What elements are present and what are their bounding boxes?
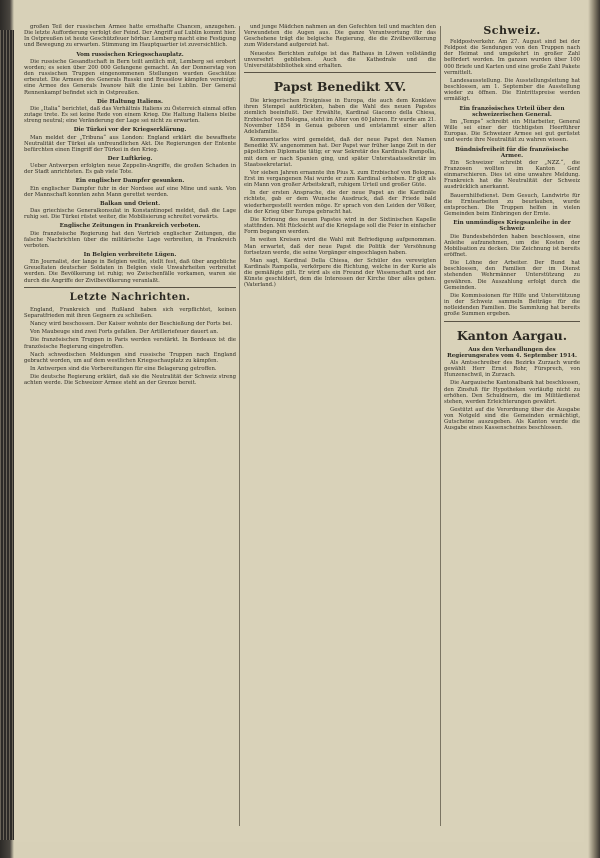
paragraph: und junge Mädchen nahmen an den Gefechten teil und machten den Verwundeten die Augen aus. Die ganze Verantwortung für das Geschehene trägt die belgische Regierung, die die Zivilbevölkerung zum Widerstand aufgereizt hat.: [244, 24, 436, 49]
paragraph: Nach schwedischen Meldungen sind russische Truppen nach England gebracht worden, um auf dem westlichen Kriegsschauplatz zu kämpfen.: [24, 351, 236, 364]
column-middle: [244, 24, 436, 836]
section-rule: [24, 287, 236, 288]
paragraph: Bauernhilfsdienst. Dem Gesuch, Landwirte für die Erntearbeiten zu beurlauben, wurde entsprochen. Die Truppen helfen in vielen Gemeinden beim Einbringen der Ernte.: [444, 192, 580, 218]
paragraph: Ein englischer Dampfer fuhr in der Nordsee auf eine Mine und sank. Von der Mannschaft konnten zehn Mann gerettet werden.: [24, 185, 236, 198]
paragraph: Die Krönung des neuen Papstes wird in der Sixtinischen Kapelle stattfinden. Mit Rücksicht auf die Kriegslage soll die Feier in einfacher Form begangen werden.: [244, 216, 436, 236]
book-page-edges: [0, 30, 14, 840]
column-left: [24, 24, 236, 836]
subheading: Balkan und Orient.: [99, 200, 161, 207]
paragraph: Man sagt, Kardinal Della Chiesa, der Schüler des verewigten Kardinals Rampolla, verkörpere die Richtung, welche in der Kurie als die gemäßigte gilt. Er wird als ein Freund der Wissenschaft und der Künste geschildert, dem die Interessen der Kirche über alles gehen. (Vaterland.): [244, 257, 436, 289]
section-heading: Letzte Nachrichten.: [69, 291, 191, 303]
paragraph: Neuestes Berichten zufolge ist das Rathaus in Löwen vollständig unversehrt geblieben. Auch die Kathedrale und die Universitätsbibliothek sind erhalten.: [244, 50, 436, 69]
paragraph: Die Aargauische Kantonalbank hat beschlossen, den Zinsfuß für Hypotheken vorläufig nicht zu erhöhen. Den Schuldnern, die im Militärdienst stehen, werden Erleichterungen gewährt.: [444, 380, 580, 405]
paragraph: Vor sieben Jahren ernannte ihn Pius X. zum Erzbischof von Bologna. Erst im vergangenen Mai wurde er zum Kardinal erhoben. Er gilt als ein Mann von großer Arbeitskraft, ruhigem Urteil und großer Güte.: [244, 169, 436, 189]
paragraph: Nancy wird beschossen. Der Kaiser wohnte der Beschießung der Forts bei.: [30, 321, 233, 328]
paragraph: Die kriegerischen Ereignisse in Europa, die auch dem Konklave ihren Stempel aufdrückten, haben die Wahl des neuen Papstes ziemlich beeinflußt. Der Erwählte, Kardinal Giacomo della Chiesa, Erzbischof von Bologna, steht im Alter von 60 Jahren. Er wurde am 21. November 1854 in Genua geboren und entstammt einer alten Adelsfamilie.: [244, 98, 436, 135]
newspaper-page: [14, 20, 584, 842]
subheading: Die Türkei vor der Kriegserklärung.: [73, 127, 187, 134]
paragraph: Die Kommissionen für Hilfe und Unterstützung in der Schweiz sammeln Beiträge für die notleidenden Familien. Die Sammlung hat bereits große Summen ergeben.: [444, 292, 580, 318]
paragraph: Ueber Antwerpen erfolgten neue Zeppelin-Angriffe, die großen Schaden in der Stadt anrichteten. Es gab viele Tote.: [24, 163, 236, 176]
paragraph: In der ersten Ansprache, die der neue Papst an die Kardinäle richtete, gab er dem Wunsche Ausdruck, daß der Friede bald wiederhergestellt werden möge. Er sprach von den Leiden der Völker, die der Krieg über Europa gebracht hat.: [244, 190, 436, 215]
subheading: Aus den Verhandlungen des Regierungsrates vom 4. September 1914.: [447, 346, 577, 359]
paragraph: Die russische Gesandtschaft in Bern teilt amtlich mit, Lemberg sei erobert worden; es seien über 200 000 Gefangene gemacht. An der Donnerstag von den russischen Truppen eingenommenen Stellungen wurden Geschütze erbeutet. Die Armeen des Generals Russki und Brussilow kämpfen vereinigt; eine Armee des Generals Iwanow hält die Linie bei Lublin. Der General Rennenkampf befindet sich in Ostpreußen.: [24, 58, 236, 96]
subheading: Bündnisfreiheit für die französische Armee.: [455, 146, 569, 159]
paragraph: Die Löhne der Arbeiter. Der Bund hat beschlossen, den Familien der im Dienst stehenden Wehrmänner Unterstützung zu gewähren. Die Auszahlung erfolgt durch die Gemeinden.: [444, 260, 580, 291]
paragraph: In weiten Kreisen wird die Wahl mit Befriedigung aufgenommen. Man erwartet, daß der neue Papst die Politik der Versöhnung fortsetzen werde, die seine Vorgänger eingeschlagen haben.: [244, 237, 436, 256]
subheading: Die Haltung Italiens.: [97, 98, 163, 105]
column-right: [444, 24, 580, 836]
subheading: Ein unmündiges Kriegsanleihe in der Schweiz: [453, 220, 571, 233]
paragraph: Von Maubeuge sind zwei Forts gefallen. Der Artilleriefeuer dauert an.: [30, 329, 219, 336]
section-heading: Schweiz.: [483, 24, 541, 37]
paragraph: Kommentarlos wird gemeldet, daß der neue Papst den Namen Benedikt XV. angenommen hat. Der Papst war früher lange Zeit in der päpstlichen Diplomatie tätig; er war Sekretär des Kardinals Rampolla, mit dem er nach Spanien ging, und später Unterstaatssekretär im Staatssekretariat.: [244, 137, 436, 168]
subheading: In Belgien verbreitete Lügen.: [83, 252, 177, 258]
paragraph: Feldpostverkehr. Am 27. August sind bei der Feldpost die Sendungen von den Truppen nach der Heimat und umgekehrt in großer Zahl befördert worden. Im ganzen wurden über 100 000 Briefe und Karten und eine große Zahl Pakete vermittelt.: [444, 39, 580, 76]
paragraph: Die französischen Truppen in Paris werden verstärkt. In Bordeaux ist die französische Regierung eingetroffen.: [24, 337, 236, 350]
subheading: Vom russischen Kriegsschauplatz.: [76, 51, 184, 58]
paragraph: Die deutsche Regierung erklärt, daß sie die Neutralität der Schweiz streng achten werde. Die Schweizer Armee steht an der Grenze bereit.: [24, 374, 236, 387]
paragraph: Landesausstellung. Die Ausstellungsleitung hat beschlossen, am 1. September die Ausstellung wieder zu öffnen. Die Eintrittspreise werden ermäßigt.: [444, 77, 580, 103]
paragraph: Gestützt auf die Verordnung über die Ausgabe von Notgeld sind die Gemeinden ermächtigt, Gutscheine auszugeben. Als Kanton wurde die Ausgabe eines Kassenscheines beschlossen.: [444, 406, 580, 432]
paragraph: In Antwerpen sind die Vorbereitungen für eine Belagerung getroffen.: [30, 366, 217, 373]
article-heading: Papst Benedikt XV.: [273, 79, 407, 95]
paragraph: Die Bundesbehörden haben beschlossen, eine Anleihe aufzunehmen, um die Kosten der Mobilisation zu decken. Die Zeichnung ist bereits eröffnet.: [444, 233, 580, 258]
paragraph: Man meldet der „Tribuna“ aus London: England erklärt die bewaffnete Neutralität der Türkei als unfreundlichen Akt. Die Regierungen der Entente befürchten einen Eingriff der Türkei in den Krieg.: [24, 134, 236, 153]
paragraph: Als Amtsschreiber des Bezirks Zurzach wurde gewählt Herr Ernst Rohr, Fürsprech, von Hunzenschwil, in Zurzach.: [444, 359, 580, 379]
paragraph: Das griechische Generalkonsulat in Konstantinopel meldet, daß die Lage ruhig sei. Die Türkei rüstet weiter, die Mobilisierung schreitet vorwärts.: [24, 208, 236, 221]
paragraph: Die französische Regierung hat den Vertrieb englischer Zeitungen, die falsche Nachrichten über die militärische Lage verbreiten, in Frankreich verboten.: [24, 230, 236, 249]
paragraph: Die „Italia“ berichtet, daß das Verhältnis Italiens zu Österreich einmal offen zutage trete. Es sei keine Rede von einem Krieg. Die Haltung Italiens bleibe streng neutral; eine Veränderung der Lage sei nicht zu erwarten.: [24, 105, 236, 125]
paragraph: großen Teil der russischen Armee hatte ernsthafte Chancen, anzugehen. Die letzte Aufforderung verfolgt der Feind. Der Angriff auf Lublin kommt hier. In Ostpreußen ist heute Geschützfeuer hörbar. Lemberg macht eine Festigung und Bewegung zu erwarten. Stimmung im Hauptquartier ist zuversichtlich.: [24, 24, 236, 49]
column-divider: [440, 26, 441, 826]
paragraph: Ein Schweizer schreibt der „NZZ.“, die Franzosen wollten im Kanton Genf einmarschieren. Dies ist eine unwahre Meldung. Frankreich hat die Neutralität der Schweiz ausdrücklich anerkannt.: [444, 159, 580, 191]
subheading: Englische Zeitungen in Frankreich verboten.: [59, 223, 201, 230]
subheading: Der Luftkrieg.: [107, 155, 153, 162]
subheading: Ein englischer Dampfer gesunken.: [75, 178, 185, 185]
section-heading: Kanton Aargau.: [456, 327, 568, 343]
paragraph: England, Frankreich und Rußland haben sich verpflichtet, keinen Separatfrieden mit ihren Gegnern zu schließen.: [24, 306, 236, 319]
paragraph: Ein Journalist, der lange in Belgien weilte, stellt fest, daß über angebliche Greueltaten deutscher Soldaten in Belgien viele Unwahrheiten verbreitet werden. Die Bevölkerung ist ruhig; wo Zwischenfälle vorkamen, waren sie durch die Angriffe der Zivilbevölkerung veranlaßt.: [24, 259, 236, 284]
section-rule: [244, 72, 436, 73]
section-rule: [444, 321, 580, 322]
column-divider: [239, 26, 240, 826]
subheading: Ein französisches Urteil über den schweizerischen General.: [459, 105, 565, 118]
paragraph: Im „Temps“ schreibt ein Mitarbeiter, General Wille sei einer der tüchtigsten Heerführer Europas. Die Schweizer Armee sei gut gerüstet und werde ihre Neutralität zu wahren wissen.: [444, 118, 580, 144]
